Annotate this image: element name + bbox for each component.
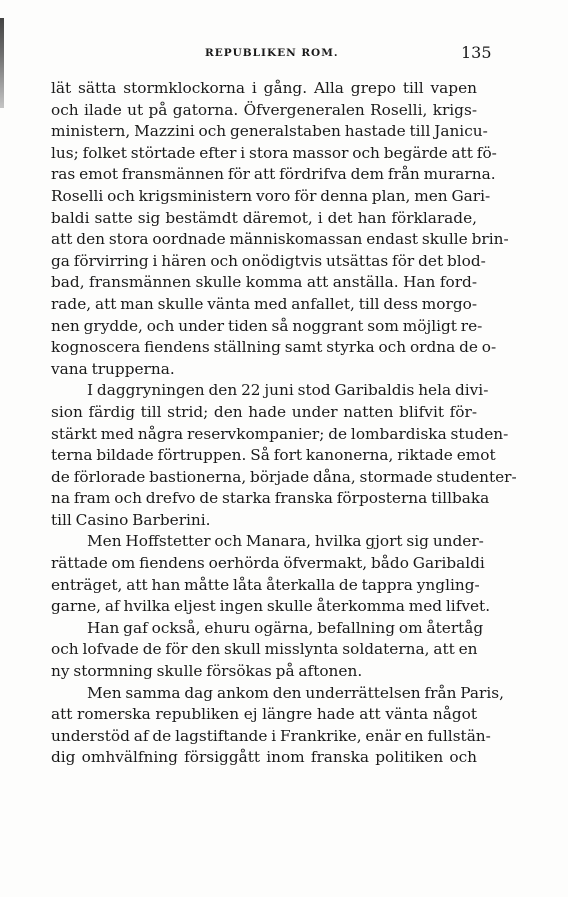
text-line: att den stora oordnade människomassan endast skulle brin- <box>51 230 509 249</box>
text-line: rättade om fiendens oerhörda öfvermakt, bådo Garibaldi <box>51 554 485 573</box>
page-number: 135 <box>461 43 492 62</box>
text-line: ny stormning skulle försökas på aftonen. <box>51 662 363 681</box>
text-line: nen grydde, och under tiden så noggrant som möjligt re- <box>51 316 483 335</box>
text-line: rade, att man skulle vänta med anfallet, till dess morgo- <box>51 294 477 313</box>
text-line: Roselli och krigsministern voro för denna plan, men Gari- <box>51 186 491 205</box>
running-head: REPUBLIKEN ROM. <box>205 47 339 59</box>
page-header <box>0 43 568 63</box>
text-line: Han gaf också, ehuru ogärna, befallning om återtåg <box>87 618 484 637</box>
text-line: stärkt med några reservkompanier; de lombardiska studen- <box>51 424 509 443</box>
text-line: garne, af hvilka eljest ingen skulle återkomma med lifvet. <box>51 597 491 616</box>
text-line: terna bildade förtruppen. Så fort kanonerna, riktade emot <box>51 446 496 465</box>
text-line: sion färdig till strid; den hade under natten blifvit för- <box>51 402 477 421</box>
text-line: understöd af de lagstiftande i Frankrike, enär en fullstän- <box>51 726 491 745</box>
text-line: na fram och drefvo de starka franska förposterna tillbaka <box>51 489 490 508</box>
text-line: de förlorade bastionerna, började dåna, stormade studenter- <box>51 467 517 486</box>
text-line: ga förvirring i hären och onödigtvis utsättas för det blod- <box>51 251 486 270</box>
text-line: ras emot fransmännen för att fördrifva dem från murarna. <box>51 165 496 184</box>
text-line: till Casino Barberini. <box>51 510 211 529</box>
text-line: och ilade ut på gatorna. Öfvergeneralen Roselli, krigs- <box>51 100 477 119</box>
text-line: Men samma dag ankom den underrättelsen från Paris, <box>87 683 504 702</box>
page-edge-mark <box>0 18 4 108</box>
text-line: baldi satte sig bestämdt däremot, i det han förklarade, <box>51 208 477 227</box>
text-line: enträget, att han måtte låta återkalla de tappra yngling- <box>51 575 480 594</box>
text-line: I daggryningen den 22 juni stod Garibaldis hela divi- <box>87 381 489 400</box>
text-line: Men Hoffstetter och Manara, hvilka gjort sig under- <box>87 532 484 551</box>
text-line: vana trupperna. <box>51 359 175 378</box>
text-line: och lofvade de för den skull misslynta soldaterna, att en <box>51 640 478 659</box>
text-line: bad, fransmännen skulle komma att anställa. Han ford- <box>51 273 477 292</box>
text-line: ministern, Mazzini och generalstaben hastade till Janicu- <box>51 122 488 141</box>
text-line: lus; folket störtade efter i stora massor och begärde att fö- <box>51 143 497 162</box>
text-line: dig omhvälfning försiggått inom franska politiken och <box>51 748 477 767</box>
text-line: att romerska republiken ej längre hade att vänta något <box>51 705 477 724</box>
body-text <box>51 78 517 769</box>
text-line: kognoscera fiendens ställning samt styrka och ordna de o- <box>51 338 497 357</box>
text-line: lät sätta stormklockorna i gång. Alla grepo till vapen <box>51 79 477 97</box>
